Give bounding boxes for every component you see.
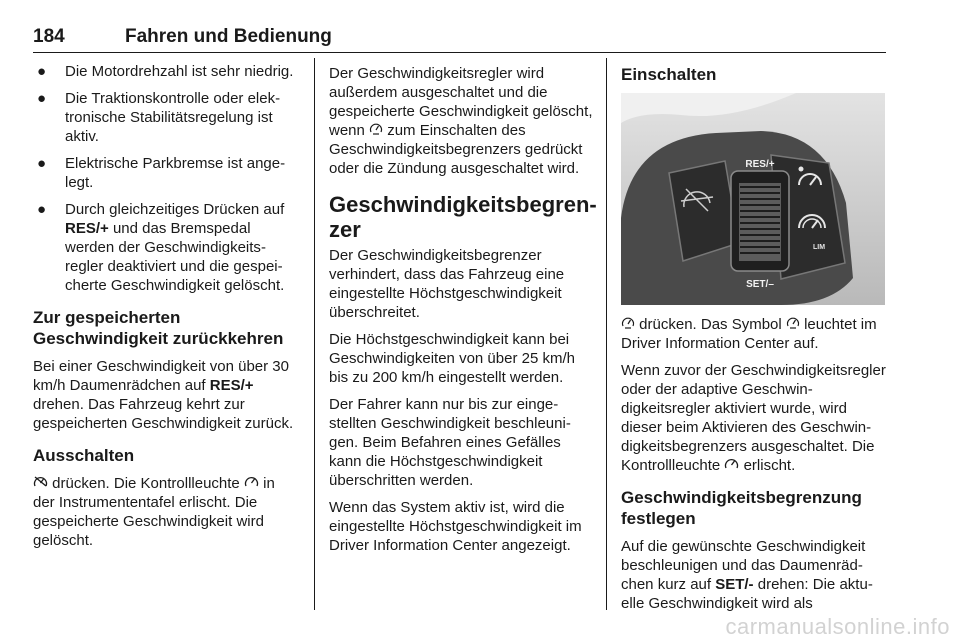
watermark: carmanualsonline.info (725, 614, 950, 639)
list-item: ● Die Traktionskontrolle oder elektronische Stabilitätsregelung ist aktiv. (37, 90, 281, 145)
lim-label: LIM (812, 244, 826, 251)
column-divider (314, 58, 315, 610)
bullet-icon: ● (37, 155, 47, 172)
heading-resume: Zur gespeicherten Geschwindigkeit zurückkehren (33, 308, 284, 348)
paragraph: drücken. Die Kontrollleuchte in der Instrumententafel erlischt. Die gespeicherte Geschwindigkeit wird gelöscht. (33, 475, 275, 549)
paragraph: Der Fahrer kann nur bis zur eingestellten Geschwindigkeit beschleunigen. Beim Befahren eines Gefälles kann die Höchstgeschwindigkeit überschritten werden. (329, 396, 571, 489)
paragraph: Wenn zuvor der Geschwindigkeitsregler oder der adaptive Geschwindigkeitsregler aktiviert wurde, wird dieser beim Aktivieren des Geschwindigkeitsbegrenzers ausgeschaltet. Die Kontrollleuchte erlischt. (621, 362, 886, 474)
condition-list (33, 62, 298, 295)
res-plus-label: RES/+ (745, 159, 775, 170)
speed-limiter-icon (786, 315, 800, 329)
paragraph: Die Höchstgeschwindigkeit kann bei Geschwindigkeiten von über 25 km/h bis zu 200 km/h eingestellt werden. (329, 331, 575, 386)
paragraph: Auf die gewünschte Geschwindigkeit beschleunigen und das Daumenrädchen kurz auf SET/- drehen: Die aktuelle Geschwindigkeit wird als (621, 538, 873, 612)
page-header (33, 22, 886, 53)
speed-limiter-icon (369, 121, 383, 135)
heading-set-limit: Geschwindigkeitsbegrenzung festlegen (621, 488, 862, 528)
heading-speed-limiter: Geschwindigkeitsbegrenzer (329, 192, 597, 242)
column-divider (606, 58, 607, 610)
page-title: Fahren und Bedienung (125, 26, 332, 47)
bullet-icon: ● (37, 90, 47, 107)
heading-switch-on: Einschalten (621, 65, 717, 84)
column-1 (33, 62, 298, 558)
set-minus-label: SET/– (746, 279, 774, 290)
column-3 (621, 64, 886, 621)
speed-limiter-icon (621, 315, 635, 329)
cruise-control-icon (244, 475, 259, 488)
column-2 (329, 64, 597, 563)
list-item: ● Elektrische Parkbremse ist angelegt. (37, 155, 286, 191)
page-number: 184 (33, 26, 65, 47)
list-item: ● Die Motordrehzahl ist sehr niedrig. (37, 63, 294, 80)
paragraph: Der Geschwindigkeitsregler wird außerdem ausgeschaltet und die gespeicherte Geschwindigkeit gelöscht, wenn zum Einschalten des Geschwindigkeitsbegrenzers gedrückt oder die Zündung ausgeschaltet wird. (329, 65, 593, 177)
steering-wheel-controls-image (621, 93, 885, 305)
paragraph: Der Geschwindigkeitsbegrenzer verhindert, dass das Fahrzeug eine eingestellte Höchstgeschwindigkeit überschreitet. (329, 247, 565, 321)
cruise-control-icon (724, 457, 739, 470)
heading-off: Ausschalten (33, 446, 135, 465)
list-item: ● Durch gleichzeitiges Drücken auf RES/+ und das Bremspedal werden der Geschwindigkeitsregler deaktiviert und die gespeicherte Geschwindigkeit gelöscht. (37, 201, 285, 294)
paragraph: Wenn das System aktiv ist, wird die eingestellte Höchstgeschwindigkeit im Driver Information Center angezeigt. (329, 499, 582, 554)
cruise-cancel-icon (33, 475, 48, 488)
bullet-icon: ● (37, 201, 47, 218)
paragraph: Bei einer Geschwindigkeit von über 30 km/h Daumenrädchen auf RES/+ drehen. Das Fahrzeug kehrt zur gespeicherten Geschwindigkeit zurück. (33, 358, 294, 432)
paragraph: drücken. Das Symbol leuchtet im Driver Information Center auf. (621, 316, 877, 352)
bullet-icon: ● (37, 63, 47, 80)
